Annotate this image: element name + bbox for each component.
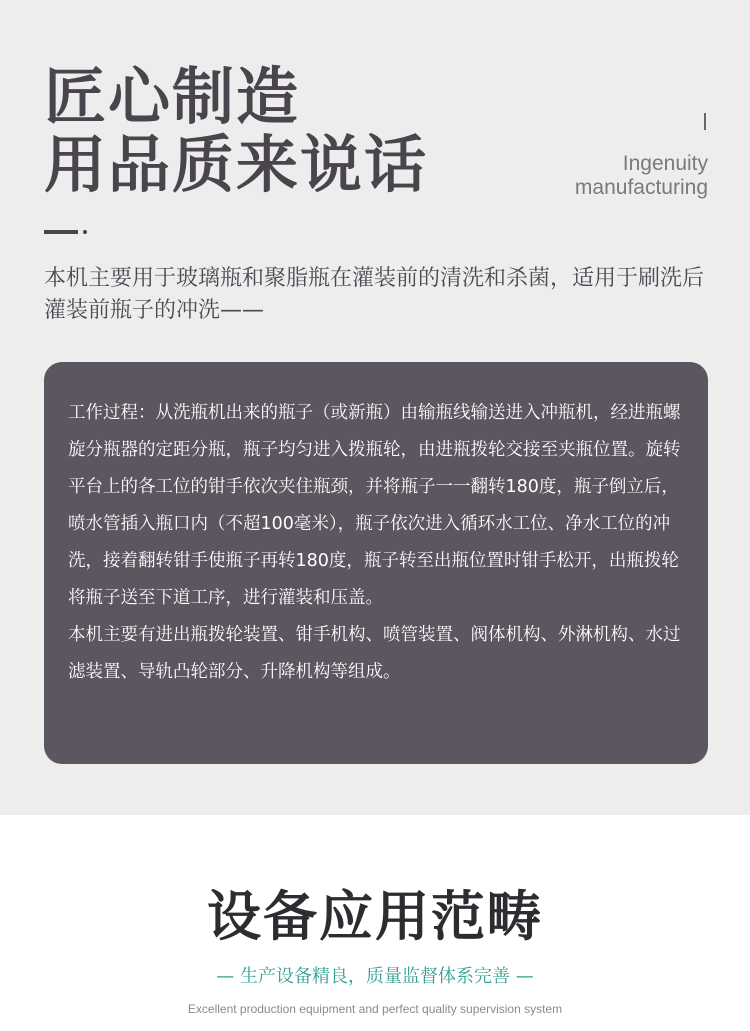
page-title-line2: 用品质来说话 [44,128,429,201]
side-mark [704,113,706,130]
section-title: 设备应用范畴 [207,885,543,948]
page-title-line1: 匠心制造 [44,60,301,133]
process-card [44,362,708,764]
process-card-text [68,395,692,691]
divider-dot [83,230,87,234]
process-paragraph: 工作过程：从洗瓶机出来的瓶子（或新瓶）由输瓶线输送进入冲瓶机，经进瓶螺旋分瓶器的定距分瓶，瓶子均匀进入拨瓶轮，由进瓶拨轮交接至夹瓶位置。旋转平台上的各工位的钳手依次夹住瓶颈，并将瓶子一一翻转180度，瓶子倒立后，喷水管插入瓶口内（不超100毫米），瓶子依次进入循环水工位、净水工位的冲洗，接着翻转钳手使瓶子再转180度，瓶子转至出瓶位置时钳手松开，出瓶拨轮将瓶子送至下道工序，进行灌装和压盖。 [68,403,681,608]
intro-text: 本机主要用于玻璃瓶和聚脂瓶在灌装前的清洗和杀菌，适用于刷洗后灌装前瓶子的冲洗—— [44,266,705,323]
section-english-subtitle: Excellent production equipment and perfect quality supervision system [187,1002,563,1016]
section-subtitle: — 生产设备精良，质量监督体系完善 — [216,966,534,987]
composition-paragraph: 本机主要有进出瓶拨轮装置、钳手机构、喷管装置、阀体机构、外淋机构、水过滤装置、导轨凸轮部分、升降机构等组成。 [68,625,681,682]
divider-dash [44,230,78,234]
side-english-line2: manufacturing [574,176,708,199]
side-english-line1: Ingenuity [622,152,708,175]
